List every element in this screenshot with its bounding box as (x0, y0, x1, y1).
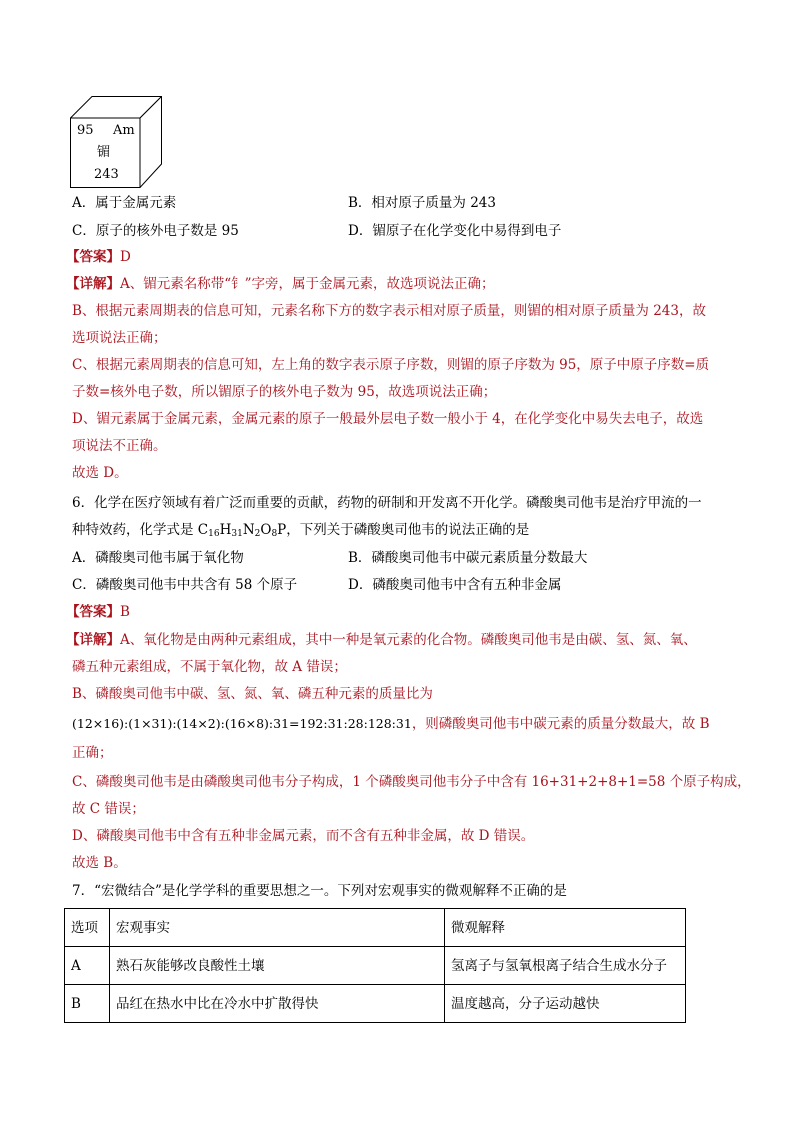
table-header-cell: 宏观事实 (110, 909, 445, 947)
formula-subscript: 31 (231, 529, 243, 539)
q5-option-a: A．属于金属元素 (72, 195, 177, 211)
q6-stem-text: 种特效药，化学式是 C (72, 522, 209, 538)
detail-label: 【详解】 (66, 276, 120, 292)
q6-option-c: C．磷酸奥司他韦中共含有 58 个原子 (72, 577, 298, 593)
detail-text: A、镅元素名称带“钅”字旁，属于金属元素，故选项说法正确； (120, 276, 495, 292)
q6-stem-line (72, 517, 529, 547)
q5-option-d: D．镅原子在化学变化中易得到电子 (348, 223, 562, 239)
table-cell: 氢离子与氢氧根离子结合生成水分子 (445, 947, 686, 985)
table-header-cell: 微观解释 (445, 909, 686, 947)
q6-detail-line: C、磷酸奥司他韦是由磷酸奥司他韦分子构成，1 个磷酸奥司他韦分子中含有 16+31+2+8+1=58 个原子构成， (72, 774, 751, 790)
q5-option-b: B．相对原子质量为 243 (348, 195, 496, 211)
table-cell: 品红在热水中比在冷水中扩散得快 (110, 985, 445, 1023)
table-cell: 熟石灰能够改良酸性土壤 (110, 947, 445, 985)
q5-detail-line: 选项说法正确； (72, 330, 167, 346)
formula-element: N (242, 522, 255, 538)
formula-subscript: 8 (271, 529, 278, 539)
q6-detail-line: D、磷酸奥司他韦中含有五种非金属元素，而不含有五种非金属，故 D 错误。 (72, 828, 535, 844)
q5-detail-line (66, 271, 495, 297)
table-row (65, 947, 686, 985)
q6-detail-line (72, 711, 710, 737)
q6-answer (66, 599, 130, 625)
detail-text: ，则磷酸奥司他韦中碳元素的质量分数最大，故 B (411, 716, 710, 732)
element-mass: 243 (94, 167, 119, 182)
table-cell: B (65, 985, 110, 1023)
q7-table (64, 908, 686, 1023)
q5-detail-line: 子数=核外电子数，所以镅原子的核外电子数为 95，故选项说法正确； (72, 384, 497, 400)
table-header-cell: 选项 (65, 909, 110, 947)
q5-answer (66, 244, 131, 270)
q5-detail-line: 项说法不正确。 (72, 438, 167, 454)
table-header-row (65, 909, 686, 947)
detail-label: 【详解】 (66, 632, 120, 648)
element-card (70, 96, 162, 188)
answer-label: 【答案】 (66, 249, 120, 265)
q6-option-b: B．磷酸奥司他韦中碳元素质量分数最大 (348, 550, 588, 566)
element-symbol: Am (113, 123, 135, 138)
q6-detail-line (66, 627, 697, 653)
formula-subscript: 2 (254, 529, 261, 539)
q6-detail-line: 磷五种元素组成，不属于氧化物，故 A 错误； (72, 659, 347, 675)
table-row (65, 985, 686, 1023)
detail-text: A、氧化物是由两种元素组成，其中一种是氧元素的化合物。磷酸奥司他韦是由碳、氢、氮、氧、 (120, 632, 697, 648)
q5-option-c: C．原子的核外电子数是 95 (72, 223, 239, 239)
q7-stem: 7．“宏微结合”是化学学科的重要思想之一。下列对宏观事实的微观解释不正确的是 (72, 883, 567, 899)
table-cell: A (65, 947, 110, 985)
q6-detail-line: 正确； (72, 745, 113, 761)
q6-option-d: D．磷酸奥司他韦中含有五种非金属 (348, 577, 562, 593)
q5-detail-line: D、镅元素属于金属元素，金属元素的原子一般最外层电子数一般小于 4，在化学变化中易失去电子，故选 (72, 411, 704, 427)
element-atomic-number: 95 (77, 123, 94, 138)
mass-ratio-formula: (12×16):(1×31):(14×2):(16×8):31=192:31:28:128:31 (72, 716, 412, 731)
q5-detail-line: 故选 D。 (72, 465, 128, 481)
q6-detail-line: 故选 B。 (72, 855, 127, 871)
q5-detail-line: C、根据元素周期表的信息可知，左上角的数字表示原子序数，则镅的原子序数为 95，原子中原子序数=质 (72, 357, 710, 373)
answer-value: B (120, 604, 130, 620)
q6-stem-line: 6．化学在医疗领域有着广泛而重要的贡献，药物的研制和开发离不开化学。磷酸奥司他韦是治疗甲流的一 (72, 495, 702, 511)
answer-label: 【答案】 (66, 604, 120, 620)
formula-element: H (219, 522, 232, 538)
formula-subscript: 16 (208, 529, 220, 539)
element-name: 镅 (97, 145, 111, 160)
answer-value: D (120, 249, 131, 265)
formula-element: O (260, 522, 272, 538)
q6-detail-line: 故 C 错误； (72, 801, 145, 817)
q6-detail-line: B、磷酸奥司他韦中碳、氢、氮、氧、磷五种元素的质量比为 (72, 686, 433, 702)
table-cell: 温度越高，分子运动越快 (445, 985, 686, 1023)
q6-stem-text: P，下列关于磷酸奥司他韦的说法正确的是 (277, 522, 530, 538)
q5-detail-line: B、根据元素周期表的信息可知，元素名称下方的数字表示相对原子质量，则镅的相对原子质量为 243，故 (72, 303, 706, 319)
q6-option-a: A．磷酸奥司他韦属于氧化物 (72, 550, 244, 566)
